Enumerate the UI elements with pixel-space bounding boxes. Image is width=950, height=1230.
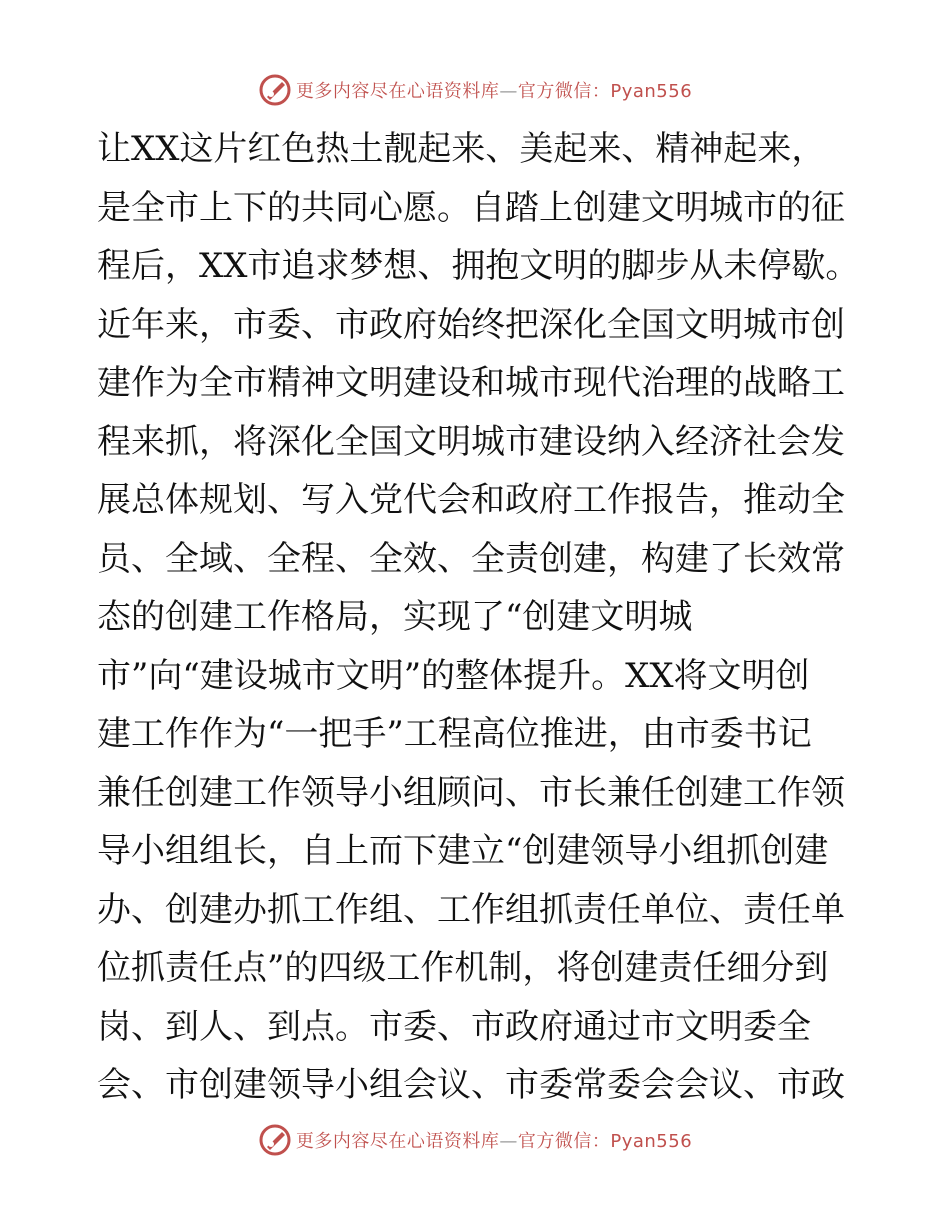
footer-banner: [0, 1120, 950, 1160]
banner-text: 更多内容尽在心语资料库—官方微信：Pyan556: [295, 1131, 693, 1152]
text-line: 会、市创建领导小组会议、市委常委会会议、市政: [97, 1065, 845, 1105]
banner-text: 更多内容尽在心语资料库—官方微信：Pyan556: [295, 81, 693, 102]
text-line: 岗、到人、到点。市委、市政府通过市文明委全: [97, 1006, 811, 1047]
text-line: 建工作作为“一把手”工程高位推进，由市委书记: [97, 714, 812, 754]
text-line: 程来抓，将深化全国文明城市建设纳入经济社会发: [97, 421, 845, 462]
text-line: 导小组组长，自上而下建立“创建领导小组抓创建: [97, 831, 829, 871]
text-line: 兼任创建工作领导小组顾问、市长兼任创建工作领: [97, 772, 845, 813]
text-line: 是全市上下的共同心愿。自踏上创建文明城市的征: [97, 187, 845, 228]
text-line: 程后，XX市追求梦想、拥抱文明的脚步从未停歇。: [97, 246, 860, 286]
text-line: 态的创建工作格局，实现了“创建文明城: [97, 597, 693, 637]
logo-icon: [258, 73, 292, 107]
logo-icon: [258, 1123, 292, 1157]
text-line: 建作为全市精神文明建设和城市现代治理的战略工: [97, 363, 845, 403]
document-body: [97, 120, 877, 1115]
text-line: 位抓责任点”的四级工作机制，将创建责任细分到: [97, 948, 829, 988]
text-line: 让XX这片红色热土靓起来、美起来、精神起来，: [97, 129, 826, 169]
text-line: 员、全域、全程、全效、全责创建，构建了长效常: [97, 538, 845, 579]
text-line: 展总体规划、写入党代会和政府工作报告，推动全: [97, 480, 845, 520]
text-line: 办、创建办抓工作组、工作组抓责任单位、责任单: [97, 889, 845, 930]
text-line: 市”向“建设城市文明”的整体提升。XX将文明创: [97, 655, 810, 696]
header-banner: [0, 70, 950, 110]
text-line: 近年来，市委、市政府始终把深化全国文明城市创: [97, 304, 845, 345]
